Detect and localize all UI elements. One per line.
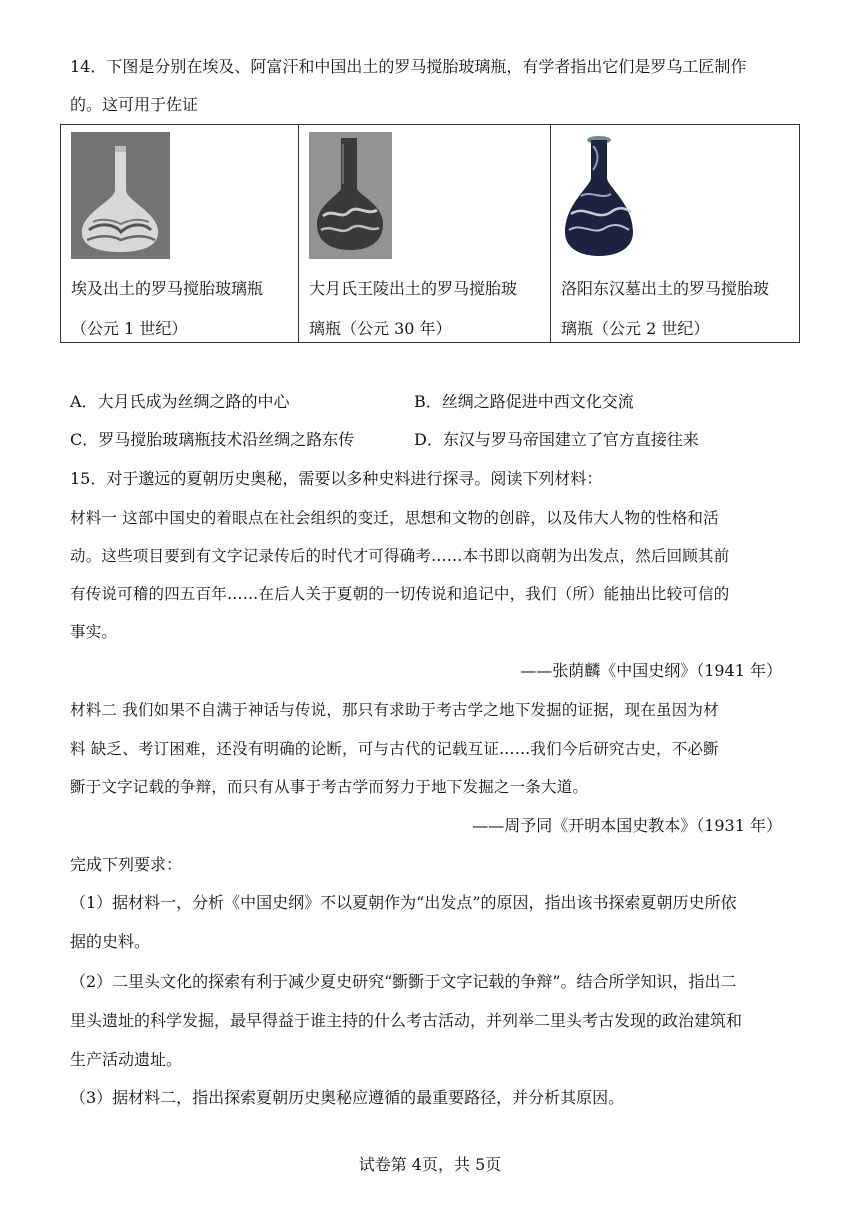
task-heading: 完成下列要求： [70,855,183,874]
photo-cell-egypt [61,125,299,343]
photo-caption-line2: （公元 1 世纪） [71,319,188,338]
option-b[interactable]: B．丝绸之路促进中西文化交流 [414,392,634,411]
material1-source: ——张荫麟《中国史纲》（1941 年） [520,661,782,680]
page-footer: 试卷第 4页，共 5页 [358,1155,502,1174]
q14-stem-line1: 14．下图是分别在埃及、阿富汗和中国出土的罗马搅胎玻璃瓶，有学者指出它们是罗乌工匠制作 [70,57,747,76]
glass-bottle-photo [309,132,392,259]
material1-line1: 材料一 这部中国史的着眼点在社会组织的变迁，思想和文物的创辟，以及伟大人物的性格和活 [70,509,719,527]
material1-line4: 事实。 [70,623,118,641]
material1-line3: 有传说可稽的四五百年……在后人关于夏朝的一切传说和追记中，我们（所）能抽出比较可信的 [70,585,730,603]
sub-question-2-line2: 里头遗址的科学发掘，最早得益于谁主持的什么考古活动，并列举二里头考古发现的政治建筑和 [70,1011,743,1030]
option-c[interactable]: C．罗马搅胎玻璃瓶技术沿丝绸之路东传 [70,430,355,449]
sub-question-2-line3: 生产活动遗址。 [70,1050,183,1069]
sub-question-1-line2: 据的史料。 [70,932,151,951]
photo-caption-line2: 璃瓶（公元 30 年） [309,319,452,338]
material1-line2: 动。这些项目要到有文字记录传后的时代才可得确考……本书即以商朝为出发点，然后回顾其前 [70,547,730,565]
sub-question-1-line1: （1）据材料一，分析《中国史纲》不以夏朝作为“出发点”的原因，指出该书探索夏朝历史所依 [70,893,737,912]
sub-question-3: （3）据材料二，指出探索夏朝历史奥秘应遵循的最重要路径，并分析其原因。 [70,1088,625,1107]
material2-line1: 材料二 我们如果不自满于神话与传说，那只有求助于考古学之地下发掘的证据，现在虽因为材 [70,701,719,719]
material2-line2: 料 缺乏、考订困难，还没有明确的论断，可与古代的记载互证……我们今后研究古史，不必斵 [70,740,719,758]
material2-source: ——周予同《开明本国史教本》（1931 年） [472,816,782,835]
option-d[interactable]: D．东汉与罗马帝国建立了官方直接往来 [414,430,699,449]
option-a[interactable]: A．大月氏成为丝绸之路的中心 [70,392,290,411]
photo-caption-line1: 大月氏王陵出土的罗马搅胎玻 [309,279,518,298]
q14-stem-line2: 的。这可用于佐证 [70,95,199,114]
glass-bottle-photo [71,132,170,259]
photo-cell-luoyang [551,125,800,343]
sub-question-2-line1: （2）二里头文化的探索有利于减少夏史研究“斵斵于文字记载的争辩”。结合所学知识，指出二 [70,972,737,991]
photo-caption-line1: 洛阳东汉墓出土的罗马搅胎玻 [561,279,770,298]
photo-caption-line1: 埃及出土的罗马搅胎玻璃瓶 [71,279,264,298]
photo-caption-line2: 璃瓶（公元 2 世纪） [561,319,710,338]
q15-stem: 15．对于邈远的夏朝历史奥秘，需要以多种史料进行探寻。阅读下列材料： [70,469,603,488]
glass-bottle-photo [561,132,637,259]
photo-cell-yuezhi [299,125,551,343]
material2-line3: 斵于文字记载的争辩，而只有从事于考古学而努力于地下发掘之一条大道。 [70,778,589,796]
photo-table [60,124,800,343]
